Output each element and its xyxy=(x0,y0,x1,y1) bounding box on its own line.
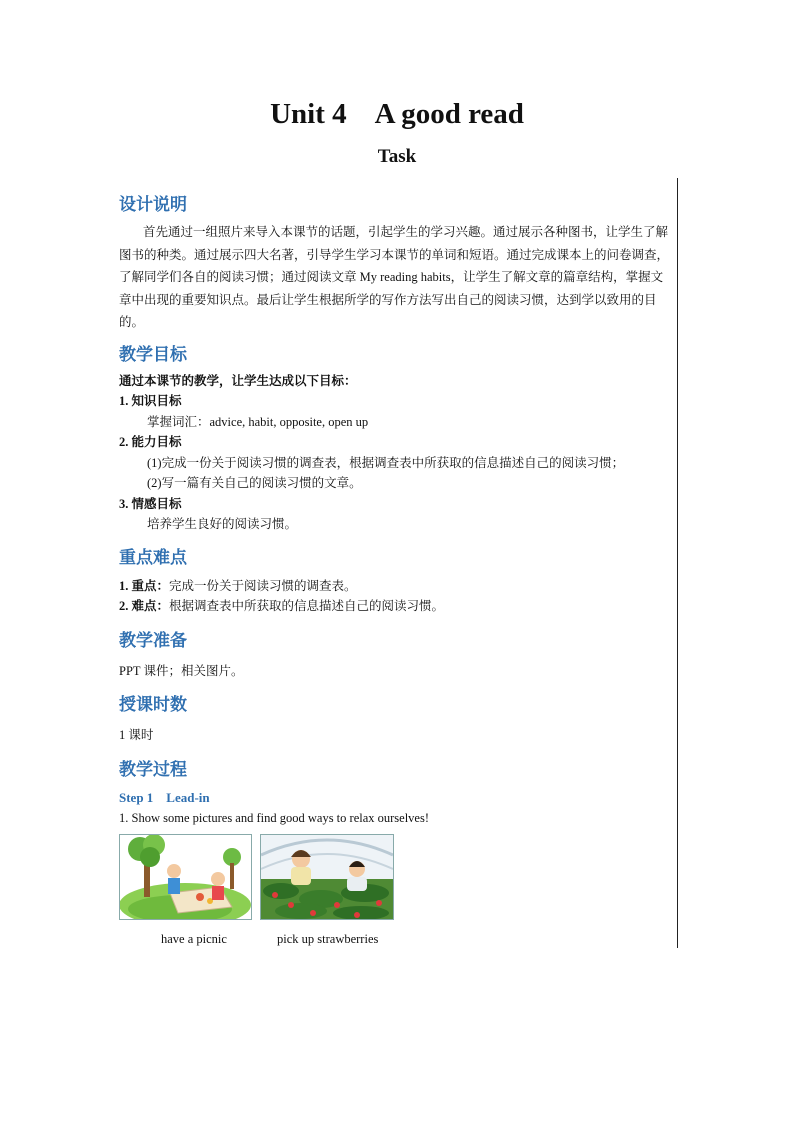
strawberry-picture xyxy=(260,834,394,920)
caption-strawberries: pick up strawberries xyxy=(277,932,379,946)
margin-rule xyxy=(677,178,678,948)
focus-text: 完成一份关于阅读习惯的调查表。 xyxy=(169,578,357,593)
heading-process: 教学过程 xyxy=(119,759,187,780)
difficulty-line xyxy=(119,596,672,617)
heading-hours: 授课时数 xyxy=(119,695,187,715)
heading-design: 设计说明 xyxy=(119,195,187,215)
ability-item-1: (1)完成一份关于阅读习惯的调查表，根据调查表中所获取的信息描述自己的阅读习惯； xyxy=(147,455,625,470)
hours-text: 1 课时 xyxy=(119,728,154,742)
step-1-title: Step 1 Lead-in xyxy=(119,789,210,805)
picture-row xyxy=(119,834,672,924)
heading-keypoints: 重点难点 xyxy=(119,547,187,568)
difficulty-label: 2. 难点： xyxy=(119,599,170,613)
unit-number: Unit 4 xyxy=(270,98,347,130)
heading-goals: 教学目标 xyxy=(119,344,187,365)
focus-label: 1. 重点： xyxy=(119,578,170,593)
heading-prep: 教学准备 xyxy=(119,630,187,651)
emotion-text: 培养学生良好的阅读习惯。 xyxy=(147,517,298,531)
goals-intro: 通过本课节的教学，让学生达成以下目标： xyxy=(119,373,357,388)
unit-name: A good read xyxy=(374,98,524,130)
content-body xyxy=(119,190,672,954)
emotion-label: 3. 情感目标 xyxy=(119,496,182,511)
ability-label: 2. 能力目标 xyxy=(119,435,182,449)
picture-captions xyxy=(119,932,672,954)
page-subtitle: Task xyxy=(377,146,417,167)
step-1-item-1: 1. Show some pictures and find good ways to relax ourselves! xyxy=(119,810,430,825)
ability-item-2: (2)写一篇有关自己的阅读习惯的文章。 xyxy=(147,476,362,490)
difficulty-text: 根据调查表中所获取的信息描述自己的阅读习惯。 xyxy=(169,599,445,613)
knowledge-text: 掌握词汇：advice, habit, opposite, open up xyxy=(147,414,369,429)
focus-line xyxy=(119,576,672,597)
knowledge-label: 1. 知识目标 xyxy=(119,394,182,408)
page-title xyxy=(0,98,794,131)
prep-text: PPT 课件；相关图片。 xyxy=(119,663,244,678)
caption-picnic: have a picnic xyxy=(161,932,227,946)
picnic-picture xyxy=(119,834,252,920)
design-text: 首先通过一组照片来导入本课节的话题，引起学生的学习兴趣。通过展示各种图书，让学生了解图书的种类。通过展示四大名著，引导学生学习本课节的单词和短语。通过完成课本上的问卷调查，了解同学们各自的阅读习惯；通过阅读文章 My reading habits，让学生了解文章的篇章结构，掌握文章中出现的重要知识点。最后让学生根据所学的写作方法写出自己的阅读习惯，达到学以致用的目的。 xyxy=(119,225,670,329)
